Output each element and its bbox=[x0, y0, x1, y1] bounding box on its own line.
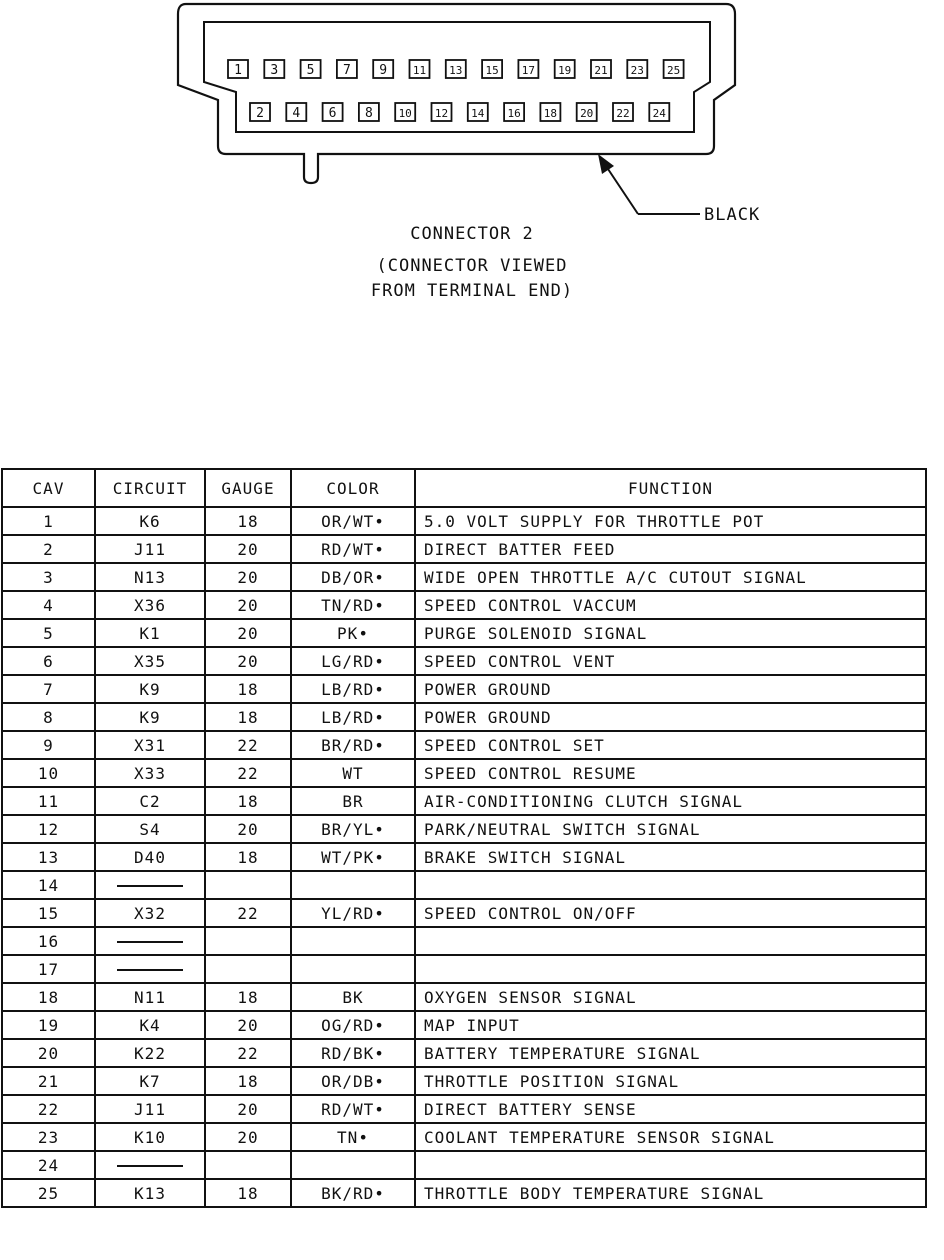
top-pin-label-21: 21 bbox=[594, 64, 608, 77]
cell-gauge: 18 bbox=[205, 787, 291, 815]
cell-color: YL/RD• bbox=[291, 899, 415, 927]
cell-cav: 8 bbox=[2, 703, 95, 731]
cell-gauge: 20 bbox=[205, 563, 291, 591]
table-row bbox=[2, 563, 926, 591]
cell-gauge bbox=[205, 871, 291, 899]
cell-function: SPEED CONTROL VACCUM bbox=[415, 591, 926, 619]
header-cav: CAV bbox=[2, 469, 95, 507]
top-pin-label-23: 23 bbox=[630, 64, 644, 77]
table-row bbox=[2, 507, 926, 535]
table-header-row bbox=[2, 469, 926, 507]
cell-gauge: 20 bbox=[205, 647, 291, 675]
cell-color: OR/DB• bbox=[291, 1067, 415, 1095]
cell-gauge: 18 bbox=[205, 1067, 291, 1095]
header-circuit: CIRCUIT bbox=[95, 469, 205, 507]
cell-gauge: 20 bbox=[205, 1123, 291, 1151]
cell-circuit: N13 bbox=[95, 563, 205, 591]
cell-function bbox=[415, 1151, 926, 1179]
cell-circuit: J11 bbox=[95, 1095, 205, 1123]
cell-cav: 22 bbox=[2, 1095, 95, 1123]
cell-color: TN/RD• bbox=[291, 591, 415, 619]
cell-gauge: 22 bbox=[205, 731, 291, 759]
cell-color: BR bbox=[291, 787, 415, 815]
cell-gauge: 20 bbox=[205, 1011, 291, 1039]
connector-title: CONNECTOR 2 bbox=[410, 224, 534, 244]
top-pin-label-11: 11 bbox=[412, 64, 427, 77]
cell-circuit: X32 bbox=[95, 899, 205, 927]
cell-function: SPEED CONTROL SET bbox=[415, 731, 926, 759]
cell-circuit: K4 bbox=[95, 1011, 205, 1039]
cell-function: PARK/NEUTRAL SWITCH SIGNAL bbox=[415, 815, 926, 843]
connector-housing-outline bbox=[178, 4, 735, 183]
cell-cav: 23 bbox=[2, 1123, 95, 1151]
bottom-pin-label-22: 22 bbox=[616, 107, 630, 120]
bottom-pin-label-16: 16 bbox=[507, 107, 521, 120]
bottom-pin-label-24: 24 bbox=[652, 107, 666, 120]
bottom-pin-label-8: 8 bbox=[364, 106, 373, 121]
cell-circuit: C2 bbox=[95, 787, 205, 815]
connector-inner-cavity bbox=[204, 22, 710, 132]
table-row bbox=[2, 1011, 926, 1039]
cell-circuit: K10 bbox=[95, 1123, 205, 1151]
table-row bbox=[2, 787, 926, 815]
cell-gauge bbox=[205, 1151, 291, 1179]
bottom-pin-label-4: 4 bbox=[292, 106, 301, 121]
cell-function: COOLANT TEMPERATURE SENSOR SIGNAL bbox=[415, 1123, 926, 1151]
table-row bbox=[2, 1067, 926, 1095]
cell-circuit: X31 bbox=[95, 731, 205, 759]
cell-color: OG/RD• bbox=[291, 1011, 415, 1039]
empty-circuit-dash bbox=[117, 885, 183, 887]
table-row bbox=[2, 871, 926, 899]
empty-circuit-dash bbox=[117, 969, 183, 971]
cell-color: RD/WT• bbox=[291, 535, 415, 563]
cell-circuit: K22 bbox=[95, 1039, 205, 1067]
cell-function: MAP INPUT bbox=[415, 1011, 926, 1039]
cell-gauge: 22 bbox=[205, 1039, 291, 1067]
cell-function: 5.0 VOLT SUPPLY FOR THROTTLE POT bbox=[415, 507, 926, 535]
cell-circuit bbox=[95, 927, 205, 955]
table-row bbox=[2, 619, 926, 647]
cell-circuit: D40 bbox=[95, 843, 205, 871]
bottom-pin-label-18: 18 bbox=[543, 107, 558, 120]
cell-cav: 24 bbox=[2, 1151, 95, 1179]
cell-cav: 5 bbox=[2, 619, 95, 647]
cell-color: BR/RD• bbox=[291, 731, 415, 759]
cell-cav: 9 bbox=[2, 731, 95, 759]
bottom-pin-label-10: 10 bbox=[398, 107, 412, 120]
cell-circuit: N11 bbox=[95, 983, 205, 1011]
cell-cav: 16 bbox=[2, 927, 95, 955]
cell-cav: 20 bbox=[2, 1039, 95, 1067]
cell-function: DIRECT BATTERY SENSE bbox=[415, 1095, 926, 1123]
pinout-table bbox=[1, 468, 927, 1208]
cell-function: BRAKE SWITCH SIGNAL bbox=[415, 843, 926, 871]
cell-cav: 3 bbox=[2, 563, 95, 591]
bottom-pin-label-12: 12 bbox=[434, 107, 449, 120]
bottom-pin-label-14: 14 bbox=[471, 107, 485, 120]
cell-function bbox=[415, 955, 926, 983]
cell-cav: 17 bbox=[2, 955, 95, 983]
connector-color-label: BLACK bbox=[704, 205, 761, 225]
cell-circuit: K9 bbox=[95, 703, 205, 731]
cell-gauge: 18 bbox=[205, 1179, 291, 1207]
header-color: COLOR bbox=[291, 469, 415, 507]
cell-function: WIDE OPEN THROTTLE A/C CUTOUT SIGNAL bbox=[415, 563, 926, 591]
table-row bbox=[2, 675, 926, 703]
cell-color bbox=[291, 927, 415, 955]
cell-function: SPEED CONTROL VENT bbox=[415, 647, 926, 675]
table-row bbox=[2, 1179, 926, 1207]
table-row bbox=[2, 1151, 926, 1179]
cell-color: WT/PK• bbox=[291, 843, 415, 871]
top-pin-row bbox=[228, 60, 684, 78]
cell-circuit bbox=[95, 955, 205, 983]
empty-circuit-dash bbox=[117, 941, 183, 943]
cell-function: POWER GROUND bbox=[415, 703, 926, 731]
cell-color: BK/RD• bbox=[291, 1179, 415, 1207]
cell-color bbox=[291, 1151, 415, 1179]
cell-color: PK• bbox=[291, 619, 415, 647]
cell-gauge: 18 bbox=[205, 675, 291, 703]
cell-cav: 13 bbox=[2, 843, 95, 871]
header-gauge: GAUGE bbox=[205, 469, 291, 507]
table-row bbox=[2, 647, 926, 675]
table-row bbox=[2, 899, 926, 927]
table-row bbox=[2, 1039, 926, 1067]
cell-color: RD/WT• bbox=[291, 1095, 415, 1123]
cell-circuit: K7 bbox=[95, 1067, 205, 1095]
cell-function: AIR-CONDITIONING CLUTCH SIGNAL bbox=[415, 787, 926, 815]
cell-cav: 6 bbox=[2, 647, 95, 675]
cell-cav: 12 bbox=[2, 815, 95, 843]
cell-gauge: 20 bbox=[205, 1095, 291, 1123]
cell-function: THROTTLE POSITION SIGNAL bbox=[415, 1067, 926, 1095]
cell-circuit: X35 bbox=[95, 647, 205, 675]
table-row bbox=[2, 927, 926, 955]
cell-circuit: X36 bbox=[95, 591, 205, 619]
cell-circuit: S4 bbox=[95, 815, 205, 843]
table-row bbox=[2, 983, 926, 1011]
top-pin-label-25: 25 bbox=[666, 64, 681, 77]
top-pin-label-3: 3 bbox=[270, 63, 279, 78]
table-row bbox=[2, 1095, 926, 1123]
cell-color: LB/RD• bbox=[291, 675, 415, 703]
table-row bbox=[2, 703, 926, 731]
cell-gauge: 20 bbox=[205, 591, 291, 619]
cell-cav: 4 bbox=[2, 591, 95, 619]
cell-circuit: K9 bbox=[95, 675, 205, 703]
cell-circuit bbox=[95, 871, 205, 899]
empty-circuit-dash bbox=[117, 1165, 183, 1167]
cell-cav: 19 bbox=[2, 1011, 95, 1039]
table-row bbox=[2, 1123, 926, 1151]
table-row bbox=[2, 843, 926, 871]
cell-color: DB/OR• bbox=[291, 563, 415, 591]
cell-gauge: 18 bbox=[205, 507, 291, 535]
cell-gauge: 18 bbox=[205, 983, 291, 1011]
top-pin-label-7: 7 bbox=[342, 63, 351, 78]
cell-circuit: K6 bbox=[95, 507, 205, 535]
cell-circuit: K13 bbox=[95, 1179, 205, 1207]
cell-color bbox=[291, 955, 415, 983]
top-pin-label-1: 1 bbox=[234, 63, 242, 78]
cell-color: TN• bbox=[291, 1123, 415, 1151]
cell-gauge: 20 bbox=[205, 815, 291, 843]
table-row bbox=[2, 591, 926, 619]
pinout-table-body bbox=[2, 507, 926, 1207]
cell-color: RD/BK• bbox=[291, 1039, 415, 1067]
cell-gauge: 18 bbox=[205, 843, 291, 871]
black-arrow-head bbox=[598, 154, 614, 174]
cell-cav: 18 bbox=[2, 983, 95, 1011]
cell-color: WT bbox=[291, 759, 415, 787]
top-pin-label-13: 13 bbox=[449, 64, 463, 77]
cell-cav: 14 bbox=[2, 871, 95, 899]
cell-color: LB/RD• bbox=[291, 703, 415, 731]
cell-function: BATTERY TEMPERATURE SIGNAL bbox=[415, 1039, 926, 1067]
cell-gauge: 18 bbox=[205, 703, 291, 731]
cell-function: PURGE SOLENOID SIGNAL bbox=[415, 619, 926, 647]
bottom-pin-label-20: 20 bbox=[580, 107, 594, 120]
top-pin-label-5: 5 bbox=[306, 63, 315, 78]
cell-circuit: X33 bbox=[95, 759, 205, 787]
table-row bbox=[2, 759, 926, 787]
cell-function: SPEED CONTROL RESUME bbox=[415, 759, 926, 787]
cell-cav: 25 bbox=[2, 1179, 95, 1207]
cell-cav: 1 bbox=[2, 507, 95, 535]
cell-function: DIRECT BATTER FEED bbox=[415, 535, 926, 563]
cell-gauge: 20 bbox=[205, 535, 291, 563]
cell-cav: 11 bbox=[2, 787, 95, 815]
cell-circuit: K1 bbox=[95, 619, 205, 647]
connector-note-line2: FROM TERMINAL END) bbox=[370, 281, 574, 301]
cell-gauge bbox=[205, 955, 291, 983]
cell-function: THROTTLE BODY TEMPERATURE SIGNAL bbox=[415, 1179, 926, 1207]
cell-function: POWER GROUND bbox=[415, 675, 926, 703]
cell-function: OXYGEN SENSOR SIGNAL bbox=[415, 983, 926, 1011]
cell-function: SPEED CONTROL ON/OFF bbox=[415, 899, 926, 927]
bottom-pin-label-2: 2 bbox=[256, 106, 264, 121]
cell-cav: 7 bbox=[2, 675, 95, 703]
bottom-pin-label-6: 6 bbox=[328, 106, 337, 121]
cell-circuit: J11 bbox=[95, 535, 205, 563]
cell-color: BK bbox=[291, 983, 415, 1011]
top-pin-label-19: 19 bbox=[558, 64, 572, 77]
header-function: FUNCTION bbox=[415, 469, 926, 507]
cell-gauge: 22 bbox=[205, 759, 291, 787]
table-row bbox=[2, 731, 926, 759]
cell-function bbox=[415, 871, 926, 899]
cell-color: OR/WT• bbox=[291, 507, 415, 535]
cell-function bbox=[415, 927, 926, 955]
cell-gauge: 20 bbox=[205, 619, 291, 647]
top-pin-label-17: 17 bbox=[521, 64, 536, 77]
cell-cav: 10 bbox=[2, 759, 95, 787]
cell-gauge bbox=[205, 927, 291, 955]
top-pin-label-15: 15 bbox=[485, 64, 499, 77]
cell-color: LG/RD• bbox=[291, 647, 415, 675]
cell-cav: 21 bbox=[2, 1067, 95, 1095]
connector-note-line1: (CONNECTOR VIEWED bbox=[376, 256, 568, 276]
bottom-pin-row bbox=[250, 103, 669, 121]
table-row bbox=[2, 815, 926, 843]
cell-circuit bbox=[95, 1151, 205, 1179]
cell-gauge: 22 bbox=[205, 899, 291, 927]
cell-cav: 15 bbox=[2, 899, 95, 927]
table-row bbox=[2, 955, 926, 983]
cell-cav: 2 bbox=[2, 535, 95, 563]
table-row bbox=[2, 535, 926, 563]
cell-color bbox=[291, 871, 415, 899]
cell-color: BR/YL• bbox=[291, 815, 415, 843]
top-pin-label-9: 9 bbox=[379, 63, 388, 78]
